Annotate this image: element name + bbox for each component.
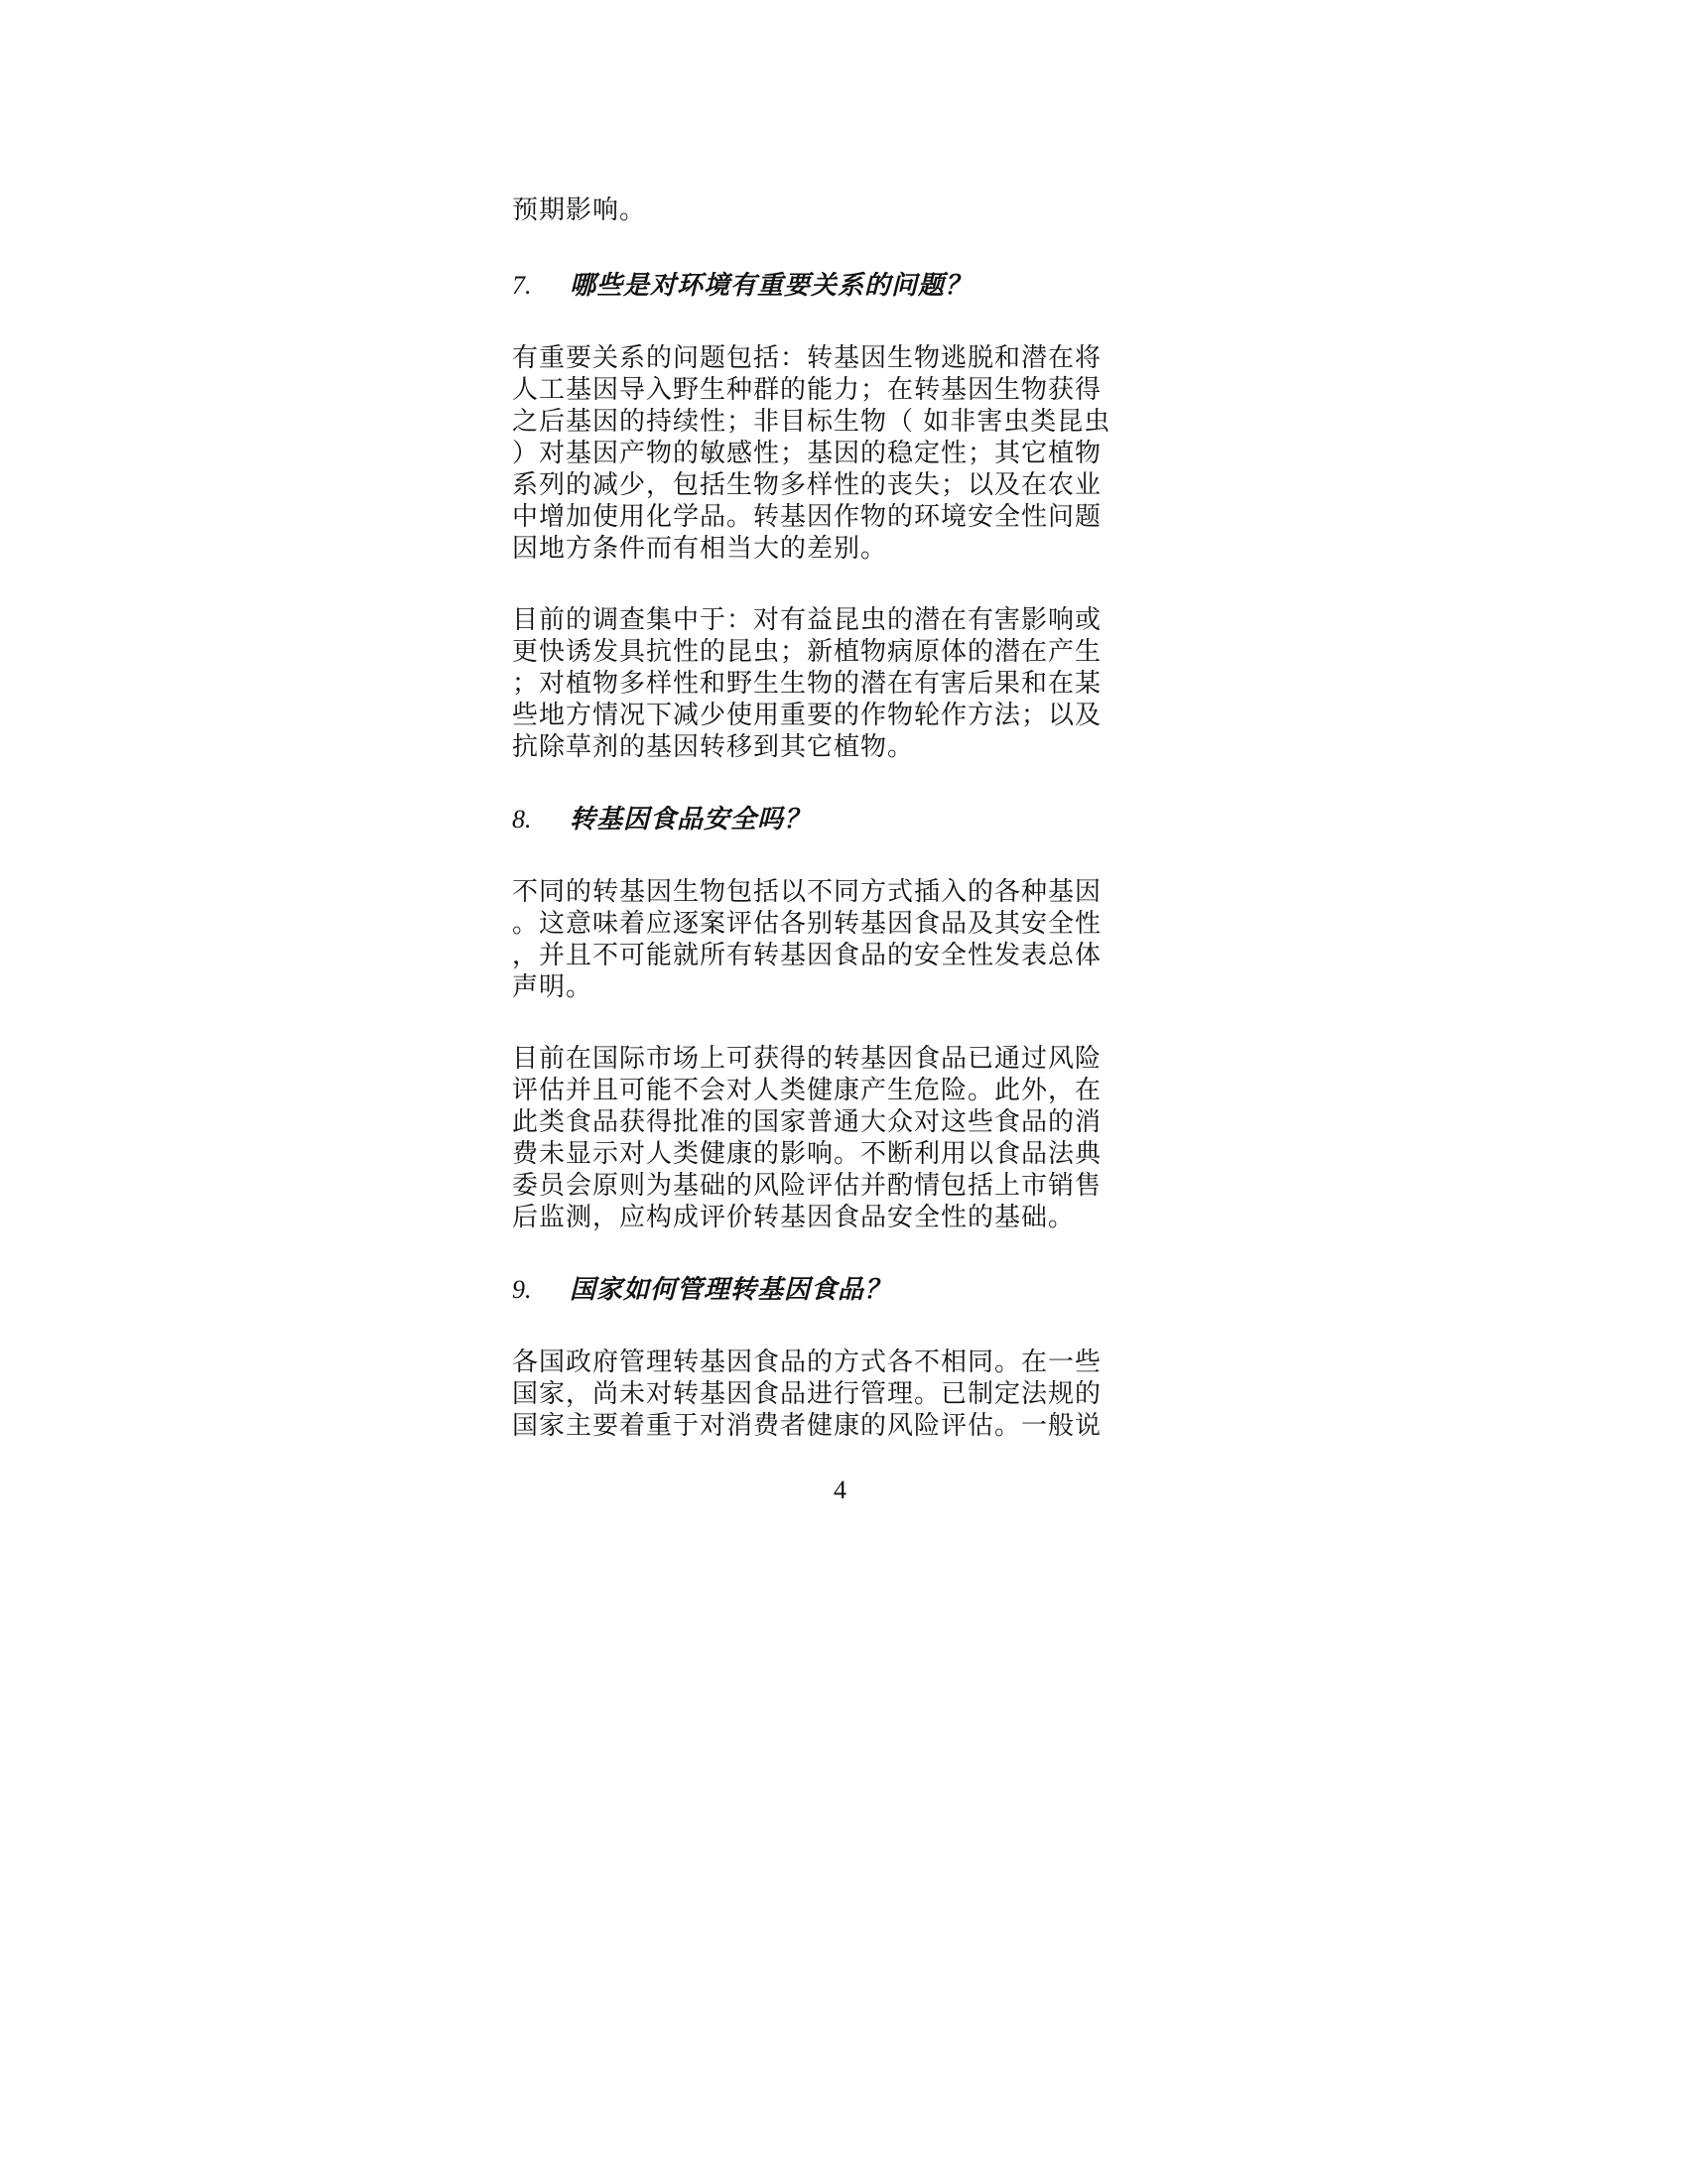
section-title: 转基因食品安全吗？ <box>570 805 812 835</box>
text-column <box>512 194 1157 1442</box>
section-7 <box>512 269 1157 763</box>
section-8 <box>512 803 1157 1233</box>
section-number: 7. <box>512 271 532 300</box>
section-heading <box>512 1273 1157 1307</box>
section-heading <box>512 803 1157 836</box>
section-number: 8. <box>512 805 532 834</box>
intro-fragment: 预期影响。 <box>512 195 647 225</box>
section-paragraph: 各国政府管理转基因食品的方式各不相同。在一些 国家，尚未对转基因食品进行管理。已制定法规的 国家主要着重于对消费者健康的风险评估。一般说 <box>512 1348 1103 1441</box>
section-title: 哪些是对环境有重要关系的问题？ <box>570 271 973 301</box>
page-number: 4 <box>834 1476 846 1504</box>
section-number: 9. <box>512 1275 532 1304</box>
section-9 <box>512 1273 1157 1442</box>
section-paragraph: 目前的调查集中于：对有益昆虫的潜在有害影响或 更快诱发具抗性的昆虫；新植物病原体的潜在产生 ；对植物多样性和野生生物的潜在有害后果和在某 些地方情况下减少使用重要的作物轮作方法；以及 抗除草剂的基因转移到其它植物。 <box>512 605 1103 762</box>
section-paragraph: 有重要关系的问题包括：转基因生物逃脱和潜在将 人工基因导入野生种群的能力；在转基因生物获得 之后基因的持续性；非目标生物（ 如非害虫类昆虫 ）对基因产物的敏感性；基因的稳定性；其它植物 系列的减少，包括生物多样性的丧失；以及在农业 中增加使用化学品。转基因作物的环境安全性问题 因地方条件而有相当大的差别。 <box>512 343 1111 564</box>
section-paragraph: 不同的转基因生物包括以不同方式插入的各种基因 。这意味着应逐案评估各别转基因食品及其安全性 ，并且不可能就所有转基因食品的安全性发表总体 声明。 <box>512 877 1103 1002</box>
section-heading <box>512 269 1157 303</box>
section-title: 国家如何管理转基因食品？ <box>570 1275 892 1305</box>
section-paragraph: 目前在国际市场上可获得的转基因食品已通过风险 评估并且可能不会对人类健康产生危险。此外，在 此类食品获得批准的国家普通大众对这些食品的消 费未显示对人类健康的影响。不断利用以食品法典 委员会原则为基础的风险评估并酌情包括上市销售 后监测，应构成评价转基因食品安全性的基础。 <box>512 1044 1103 1232</box>
